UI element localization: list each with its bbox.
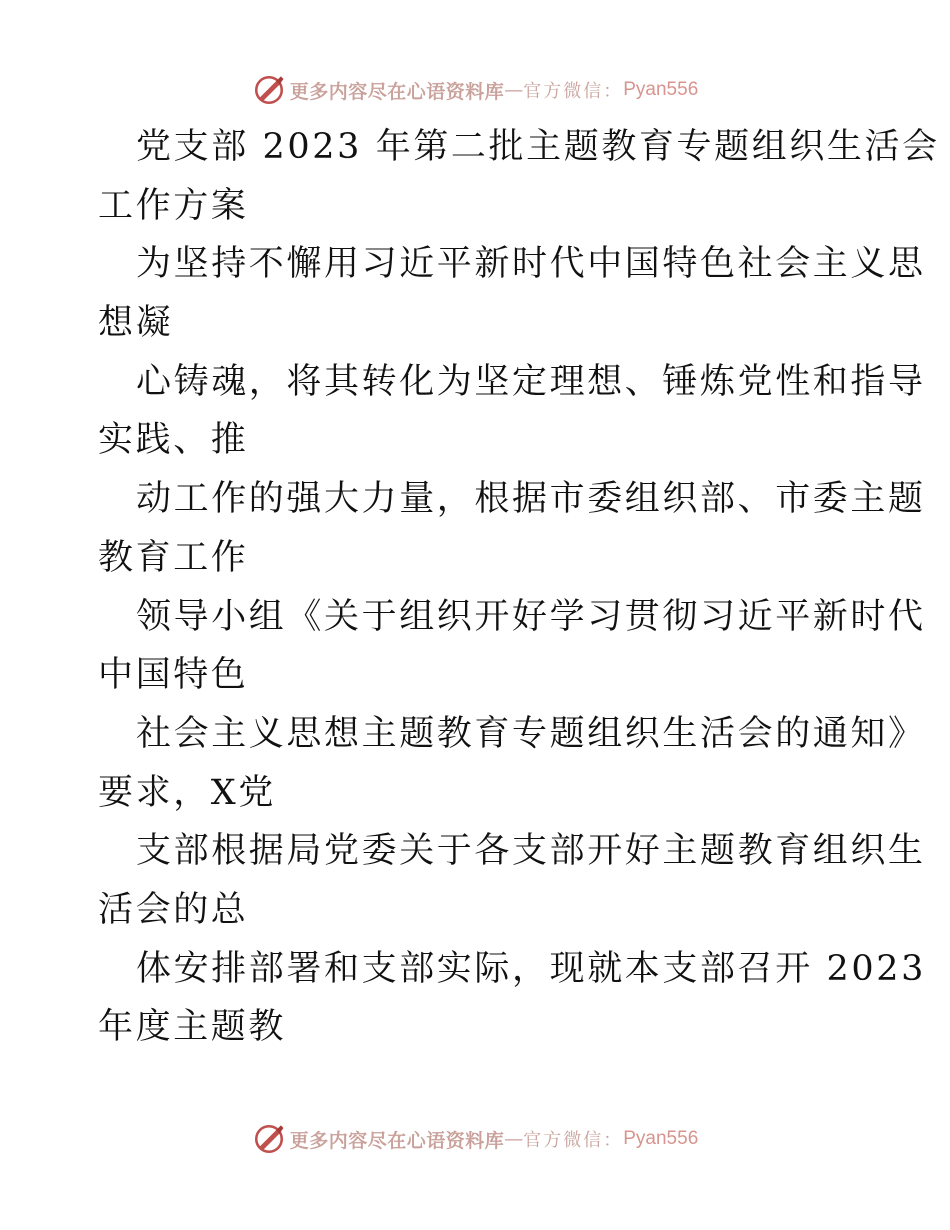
watermark-main-text: 更多内容尽在心语资料库	[289, 1129, 505, 1152]
paragraph-line: 中国特色	[98, 655, 249, 696]
title-line-1: 党支部 2023 年第二批主题教育专题组织生活会	[136, 127, 940, 167]
pen-circle-logo-icon	[252, 73, 286, 107]
watermark-main-text: 更多内容尽在心语资料库	[289, 80, 505, 103]
watermark-separator: —	[504, 79, 524, 101]
paragraph-line: 实践、推	[98, 420, 249, 461]
paragraph-line: 年度主题教	[98, 1007, 287, 1048]
paragraph-line: 社会主义思想主题教育专题组织生活会的通知》	[136, 713, 926, 754]
paragraph-line: 动工作的强大力量，根据市委组织部、市委主题	[136, 479, 926, 520]
title-line-2: 工作方案	[98, 185, 249, 226]
header-watermark	[0, 72, 950, 108]
paragraph-line: 体安排部署和支部实际，现就本支部召开 2023	[136, 948, 926, 989]
paragraph-line: 为坚持不懈用习近平新时代中国特色社会主义思	[136, 244, 926, 285]
paragraph-line: 心铸魂，将其转化为坚定理想、锤炼党性和指导	[136, 361, 926, 402]
paragraph-line: 要求，X党	[98, 772, 276, 813]
footer-watermark	[0, 1121, 950, 1157]
paragraph-line: 想凝	[98, 303, 174, 344]
document-body	[98, 118, 940, 1057]
watermark-official-text: 官方微信：	[523, 81, 624, 102]
paragraph-line: 领导小组《关于组织开好学习贯彻习近平新时代	[136, 596, 926, 637]
pen-circle-logo-icon	[252, 1122, 286, 1156]
paragraph-line: 支部根据局党委关于各支部开好主题教育组织生	[136, 831, 926, 872]
watermark-wechat-id: Pyan556	[623, 1128, 699, 1149]
paragraph-line: 教育工作	[98, 537, 249, 578]
watermark-official-text: 官方微信：	[523, 1130, 624, 1151]
watermark-wechat-id: Pyan556	[623, 79, 699, 100]
watermark-separator: —	[504, 1128, 524, 1150]
paragraph-line: 活会的总	[98, 889, 249, 930]
